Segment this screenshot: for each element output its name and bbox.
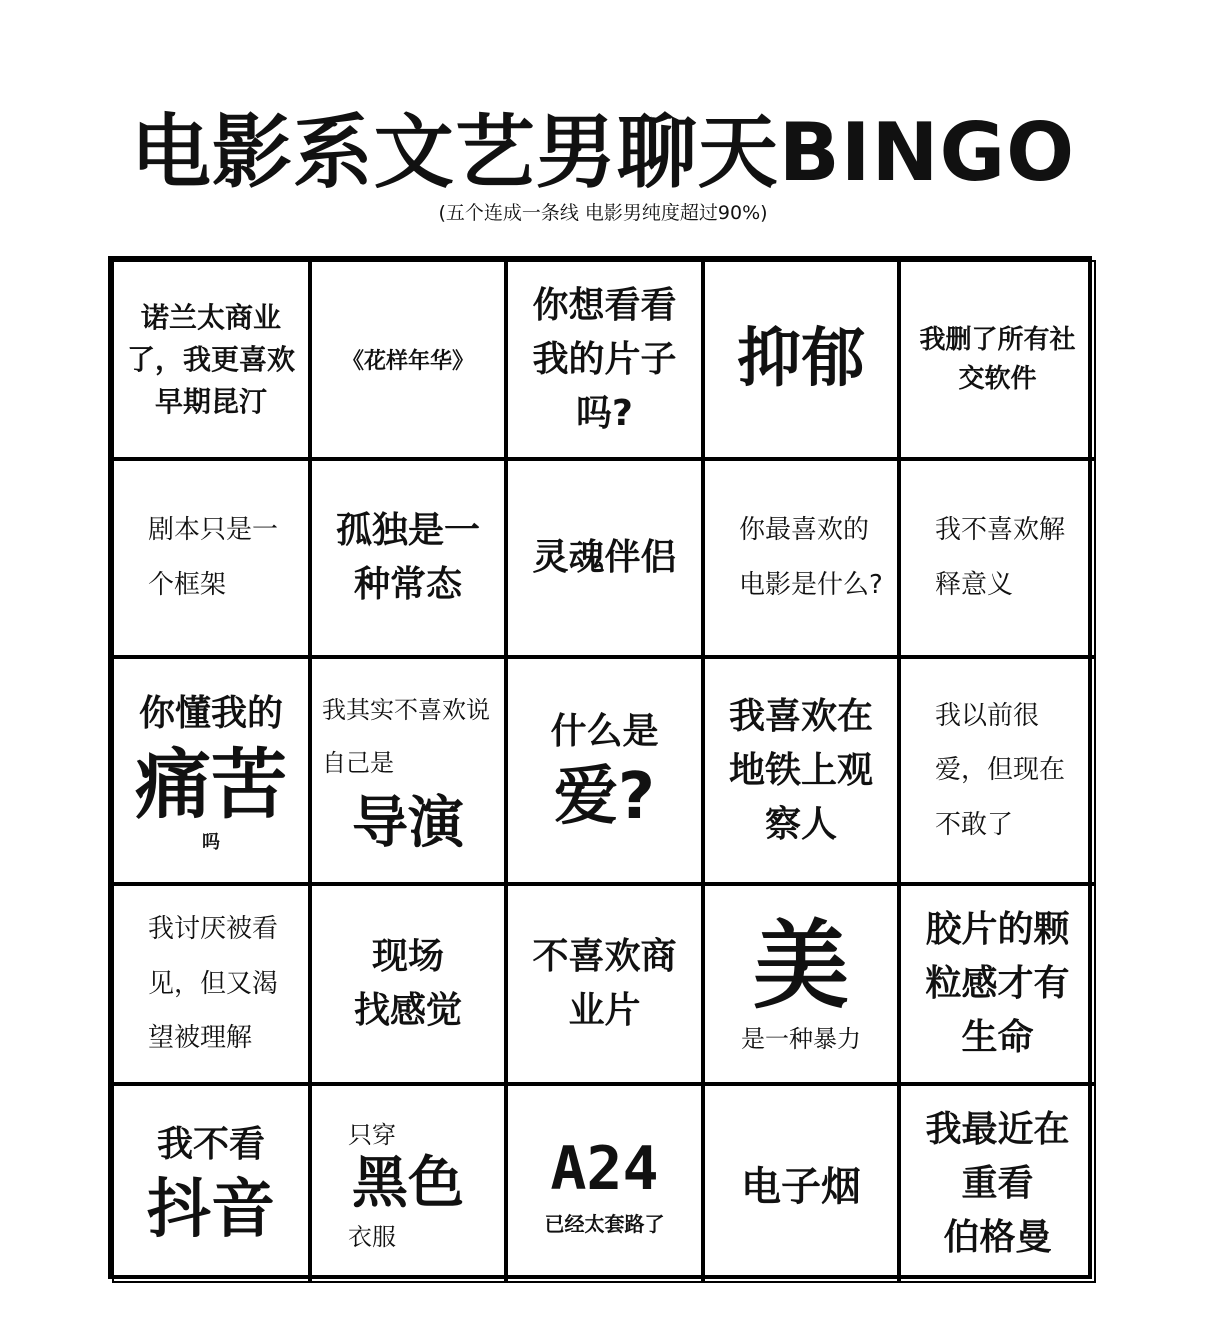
cell-text: 重看 xyxy=(961,1162,1034,1204)
bingo-cell[interactable] xyxy=(899,1084,1096,1283)
bingo-cell[interactable] xyxy=(310,459,506,657)
page-title: 电影系文艺男聊天BINGO xyxy=(130,106,1076,199)
bingo-cell[interactable] xyxy=(310,884,506,1084)
bingo-cell[interactable] xyxy=(899,260,1096,459)
cell-text: 我最近在 xyxy=(925,1108,1070,1150)
bingo-cell[interactable] xyxy=(112,260,310,459)
cell-text: 我喜欢在地铁上观察人 xyxy=(728,695,873,845)
cell-text: 我讨厌被看见，但又渴望被理解 xyxy=(148,914,279,1054)
cell-text: 只穿 xyxy=(348,1120,396,1149)
subtitle: (五个连成一条线 电影男纯度超过90%) xyxy=(438,202,768,224)
bingo-cell[interactable] xyxy=(112,657,310,884)
cell-text: 现场 xyxy=(371,936,444,977)
cell-text: 我不喜欢解释意义 xyxy=(935,515,1066,600)
bingo-grid xyxy=(108,256,1092,1279)
bingo-cell[interactable] xyxy=(506,459,703,657)
cell-text: 你想看看我的片子吗? xyxy=(532,284,677,434)
cell-text: 伯格曼 xyxy=(943,1216,1052,1258)
cell-text-large: 抖音 xyxy=(147,1173,275,1248)
cell-text-large: A24 xyxy=(550,1134,659,1204)
cell-text-large: 美 xyxy=(753,909,849,1022)
cell-text: 你最喜欢的电影是什么? xyxy=(739,515,883,600)
cell-text: 胶片的颗粒感才有生命 xyxy=(925,909,1070,1058)
cell-text: 《花样年华》 xyxy=(341,349,474,374)
bingo-cell[interactable] xyxy=(112,459,310,657)
cell-text: 你懂我的 xyxy=(138,692,283,734)
bingo-cell[interactable] xyxy=(899,657,1096,884)
bingo-cell[interactable] xyxy=(506,884,703,1084)
bingo-cell[interactable] xyxy=(506,260,703,459)
cell-text: 衣服 xyxy=(348,1223,396,1252)
cell-text: 孤独是一种常态 xyxy=(335,510,480,605)
cell-text: 不喜欢商业片 xyxy=(532,936,677,1031)
cell-text: 我不看 xyxy=(156,1124,265,1166)
bingo-cell[interactable] xyxy=(703,459,899,657)
cell-text: 找感觉 xyxy=(353,990,462,1031)
bingo-cell[interactable] xyxy=(899,884,1096,1084)
bingo-cell[interactable] xyxy=(112,1084,310,1283)
cell-text-large: 导演 xyxy=(352,790,464,856)
bingo-cell[interactable] xyxy=(506,1084,703,1283)
cell-text: 抑郁 xyxy=(737,322,865,397)
bingo-cell[interactable] xyxy=(703,1084,899,1283)
cell-text: 是一种暴力 xyxy=(741,1025,861,1054)
bingo-cell[interactable] xyxy=(899,459,1096,657)
cell-text: 我以前很爱，但现在不敢了 xyxy=(935,700,1066,840)
cell-text: 已经太套路了 xyxy=(544,1212,665,1236)
bingo-cell[interactable] xyxy=(703,884,899,1084)
cell-text-large: 爱? xyxy=(553,760,656,835)
cell-text-large: 黑色 xyxy=(352,1150,464,1216)
bingo-cell[interactable] xyxy=(703,260,899,459)
cell-text: 电子烟 xyxy=(741,1164,861,1210)
bingo-cell[interactable] xyxy=(310,657,506,884)
bingo-cell[interactable] xyxy=(310,1084,506,1283)
bingo-cell[interactable] xyxy=(310,260,506,459)
cell-text: 诺兰太商业了，我更喜欢早期昆汀 xyxy=(126,300,295,418)
cell-text: 我其实不喜欢说自己是 xyxy=(322,696,490,777)
bingo-cell[interactable] xyxy=(506,657,703,884)
bingo-cell[interactable] xyxy=(703,657,899,884)
bingo-cell[interactable] xyxy=(112,884,310,1084)
cell-text-large: 痛苦 xyxy=(135,739,287,829)
cell-text: 灵魂伴侣 xyxy=(532,537,677,578)
cell-text: 什么是 xyxy=(550,711,659,753)
cell-text: 剧本只是一个框架 xyxy=(148,515,279,600)
cell-text: 我删了所有社交软件 xyxy=(919,324,1076,394)
cell-text-small: 吗 xyxy=(202,832,220,854)
